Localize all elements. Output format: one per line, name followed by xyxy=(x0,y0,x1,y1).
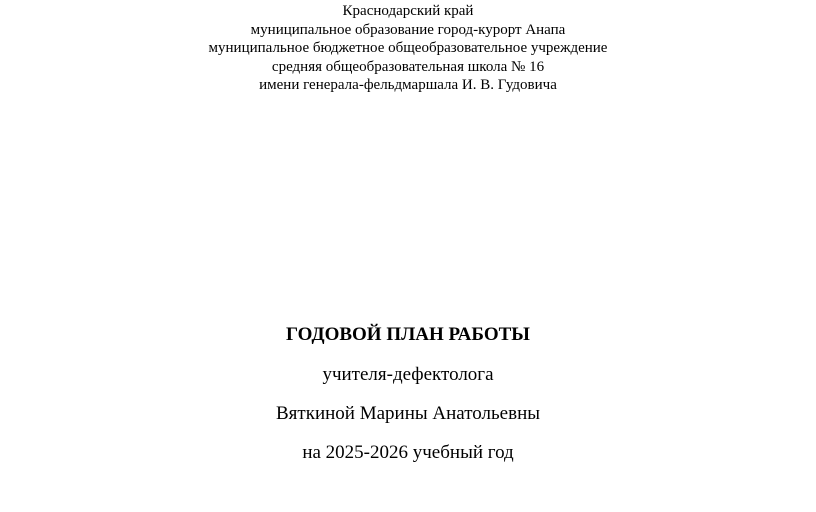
header-school-honorific: имени генерала-фельдмаршала И. В. Гудовича xyxy=(259,77,557,93)
header-municipality: муниципальное образование город-курорт Анапа xyxy=(250,21,566,38)
document-position: учителя-дефектолога xyxy=(322,364,494,385)
document-period: на 2025-2026 учебный год xyxy=(302,442,514,463)
document-title: ГОДОВОЙ ПЛАН РАБОТЫ xyxy=(286,324,530,345)
header-region: Краснодарский край xyxy=(342,3,474,19)
header-institution-type: муниципальное бюджетное общеобразовательное учреждение xyxy=(208,40,608,56)
header-school-name: средняя общеобразовательная школа № 16 xyxy=(271,58,545,75)
document-author-name: Вяткиной Марины Анатольевны xyxy=(276,403,540,424)
title-block xyxy=(0,322,816,466)
institution-header xyxy=(0,2,816,95)
